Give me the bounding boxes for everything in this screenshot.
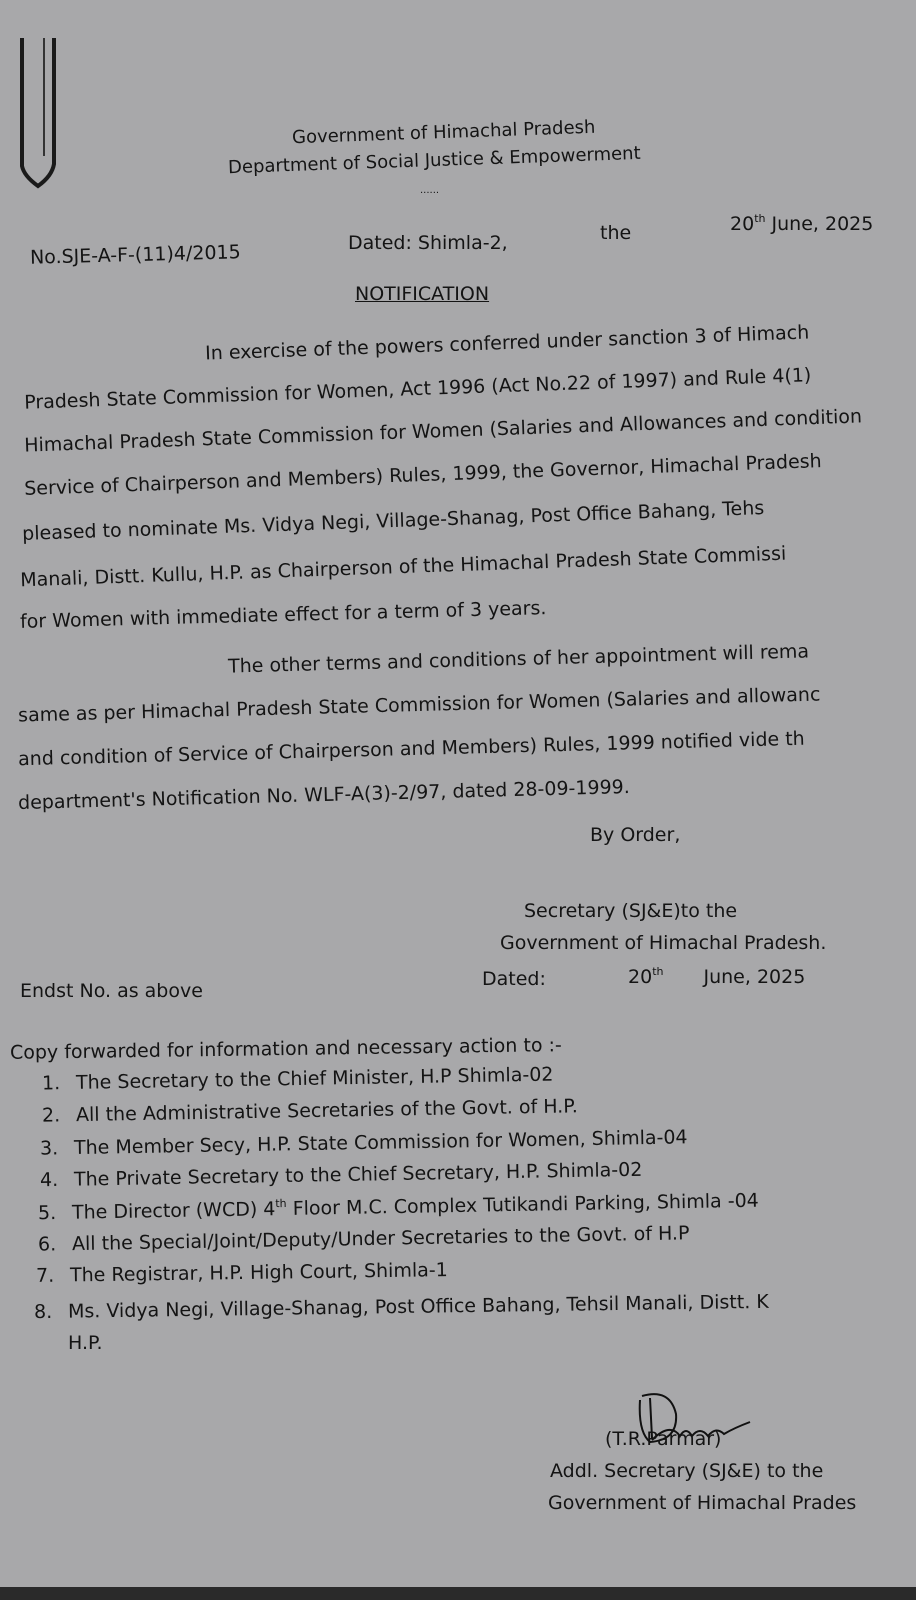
recipient-item: 2. All the Administrative Secretaries of the Govt. of H.P. (41, 1095, 578, 1127)
secretary-designation: Secretary (SJ&E)to the (524, 900, 738, 922)
document-title: NOTIFICATION (355, 283, 490, 305)
signatory-government: Government of Himachal Prades (548, 1492, 857, 1514)
recipient-item-continuation: H.P. (68, 1332, 103, 1354)
recipient-item: 3. The Member Secy, H.P. State Commission for Women, Shimla-04 (39, 1126, 688, 1160)
signatory-name: (T.R.Parmar) (605, 1428, 722, 1450)
reference-dated: Dated: Shimla-2, (348, 232, 508, 254)
para2-line: and condition of Service of Chairperson and Members) Rules, 1999 notified vide th (17, 727, 805, 771)
endorsement-date: 20th June, 2025 (628, 965, 806, 988)
header-department: Department of Social Justice & Empowerment (227, 142, 641, 179)
bottom-bar (0, 1587, 916, 1600)
para2-line: same as per Himachal Pradesh State Commission for Women (Salaries and allowanc (17, 683, 821, 727)
reference-the: the (600, 222, 632, 244)
para1-line: Himachal Pradesh State Commission for Women (Salaries and Allowances and condition (23, 405, 863, 457)
para2-line: department's Notification No. WLF-A(3)-2/97, dated 28-09-1999. (17, 775, 631, 815)
para2-line: The other terms and conditions of her appointment will rema (227, 640, 810, 678)
paper-clip-icon (14, 36, 72, 191)
secretary-government: Government of Himachal Pradesh. (500, 932, 827, 954)
signatory-designation: Addl. Secretary (SJ&E) to the (550, 1460, 824, 1482)
copy-forwarded-intro: Copy forwarded for information and necessary action to :- (9, 1034, 562, 1064)
para1-line: pleased to nominate Ms. Vidya Negi, Village-Shanag, Post Office Bahang, Tehs (21, 497, 765, 545)
reference-date: 20th June, 2025 (730, 212, 874, 235)
para1-line: Service of Chairperson and Members) Rules, 1999, the Governor, Himachal Pradesh (23, 450, 823, 500)
header-government: Government of Himachal Pradesh (291, 116, 596, 149)
recipient-item: 7. The Registrar, H.P. High Court, Shimla-1 (35, 1259, 448, 1287)
recipient-item: 5. The Director (WCD) 4th Floor M.C. Complex Tutikandi Parking, Shimla -04 (37, 1189, 759, 1225)
para1-line: Manali, Distt. Kullu, H.P. as Chairperson of the Himachal Pradesh State Commissi (19, 542, 787, 592)
reference-number: No.SJE-A-F-(11)4/2015 (29, 241, 241, 269)
recipient-item: 4. The Private Secretary to the Chief Secretary, H.P. Shimla-02 (39, 1158, 643, 1192)
para1-line: In exercise of the powers conferred under sanction 3 of Himach (204, 321, 810, 365)
recipient-item: 6. All the Special/Joint/Deputy/Under Secretaries to the Govt. of H.P (37, 1222, 690, 1256)
recipient-item: 8. Ms. Vidya Negi, Village-Shanag, Post Office Bahang, Tehsil Manali, Distt. K (33, 1290, 769, 1324)
para1-line: Pradesh State Commission for Women, Act 1996 (Act No.22 of 1997) and Rule 4(1) (23, 364, 812, 414)
para1-line: for Women with immediate effect for a term of 3 years. (19, 597, 547, 633)
header-separator: ...... (420, 185, 440, 196)
endorsement-number: Endst No. as above (20, 980, 203, 1002)
endorsement-dated-label: Dated: (482, 968, 546, 990)
recipient-item: 1. The Secretary to the Chief Minister, H.P Shimla-02 (41, 1063, 554, 1095)
by-order: By Order, (590, 824, 681, 846)
